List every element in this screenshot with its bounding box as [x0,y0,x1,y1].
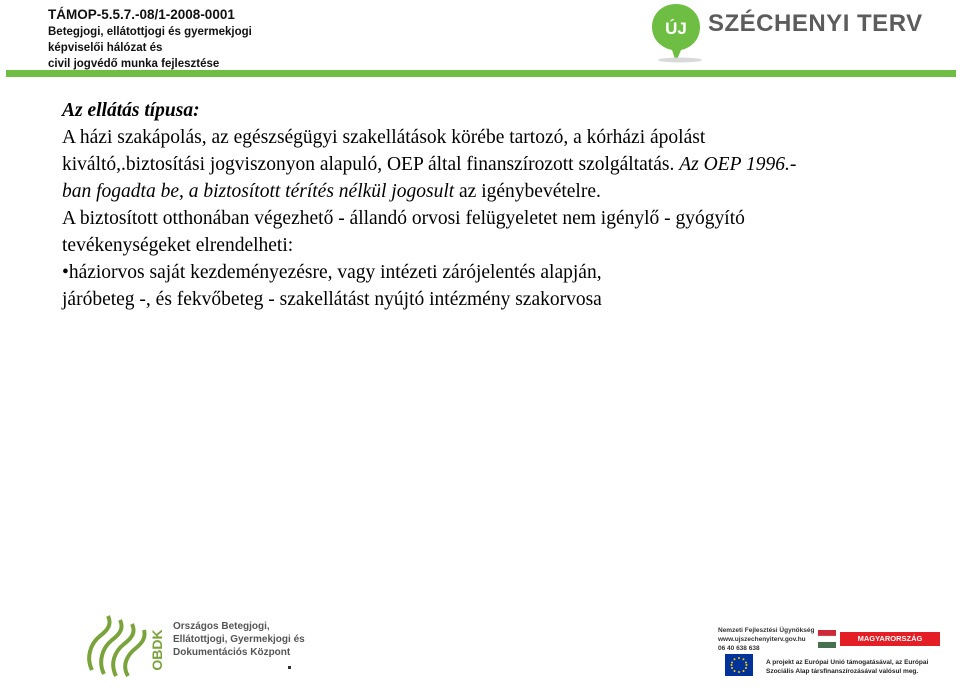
bullet-line-2: járóbeteg -, és fekvőbeteg - szakellátást nyújtó intézmény szakorvosa [62,289,602,310]
obdk-line-1: Országos Betegjogi, [173,621,270,632]
obdk-name [173,620,305,659]
nfu-phone: 06 40 638 638 [718,645,760,652]
paragraph-2-line-1: A biztosított otthonában végezhető - állandó orvosi felügyeletet nem igénylő - gyógyító [62,208,745,229]
p1l2-italic: Az OEP 1996.- [679,154,797,175]
hungarian-flag-icon [818,630,836,648]
main-content [62,97,942,313]
paragraph-1-line-2 [62,151,942,178]
nfu-contact [718,626,814,653]
eu-line-1: A projekt az Európai Unió támogatásával, az Európai [766,659,929,666]
header-line-2: Betegjogi, ellátottjogi és gyermekjogi [48,26,252,38]
slogan-banner: MAGYARORSZÁG MEGÚJUL [840,632,940,646]
paragraph-2-line-2: tevékenységeket elrendelheti: [62,235,294,256]
header-line-3: képviselői hálózat és [48,42,163,54]
eu-line-2: Szociális Alap társfinanszírozásával valósul meg. [766,667,919,675]
bullet-line-1: •háziorvos saját kezdeményezésre, vagy intézeti zárójelentés alapján, [62,262,602,283]
project-code: TÁMOP-5.5.7.-08/1-2008-0001 [48,7,235,22]
obdk-line-3: Dokumentációs Központ [173,647,291,658]
nfu-agency: Nemzeti Fejlesztési Ügynökség [718,627,815,634]
header-divider [6,70,956,77]
header-line-4: civil jogvédő munka fejlesztése [48,58,220,70]
logo-badge: ÚJ [665,19,687,38]
paragraph-1-line-3 [62,178,942,205]
p1l3-normal: az igénybevételre. [454,181,601,202]
section-title: Az ellátás típusa: [62,100,200,121]
eu-statement [766,659,946,676]
nfu-url: www.ujszechenyiterv.gov.hu [718,636,806,643]
logo-name: SZÉCHENYI TERV [708,10,923,37]
obdk-line-2: Ellátottjogi, Gyermekjogi és [173,634,305,645]
obdk-mark: OBDK [149,629,165,671]
header-text-block [48,6,252,72]
eu-flag-icon [725,654,753,676]
p1l2-normal: kiváltó,.biztosítási jogviszonyon alapuló, OEP által finanszírozott szolgáltatás. [62,154,680,175]
obdk-swirl-icon [89,616,144,676]
paragraph-1-line-1: A házi szakápolás, az egészségügyi szakellátások körébe tartozó, a kórházi ápolást [62,127,706,148]
p1l3-italic: ban fogadta be, a biztosított térítés nélkül jogosult [62,181,455,202]
